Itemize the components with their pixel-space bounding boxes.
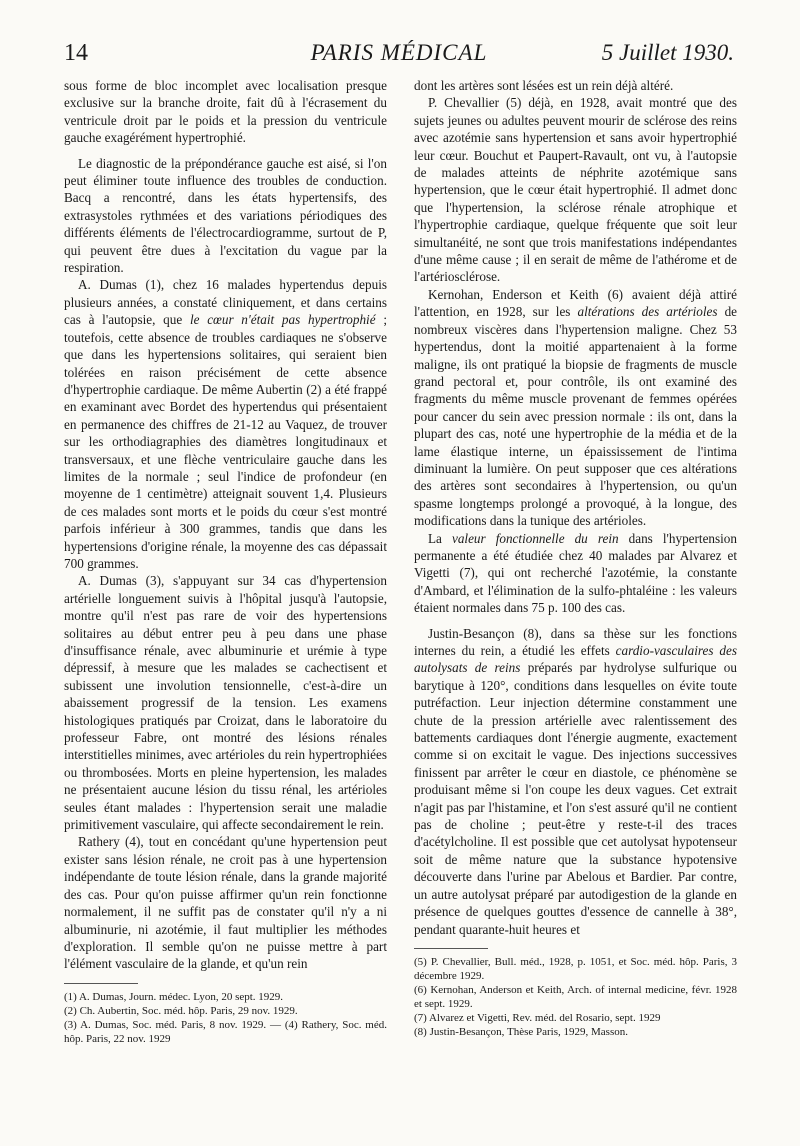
italic-emphasis: cardio-vasculaires des autolysats de reins [414,643,737,676]
paragraph: Rathery (4), tout en concédant qu'une hypertension peut exister sans lésion rénale, ne croit pas à une hypertension indépendante de toute lésion rénale, dans la grande majorité des cas. Pour qu'on puisse affirmer qu'un rein fonctionne normalement, il ne suffit pas de constater qu'il n'y a ni albuminurie, ni azotémie, il faut multiplier les méthodes d'exploration. Il semble qu'on ne puisse mettre à part l'élément vasculaire de la glande, et qu'un rein [64,834,387,972]
footnote-rule [64,983,138,984]
right-column [414,77,737,1039]
paragraph: La valeur fonctionnelle du rein dans l'hypertension permanente a été étudiée chez 40 malades par Alvarez et Vigetti (7), qui ont recherché l'azotémie, la constante d'Ambard, et l'élimination de la sulfo-phtaléine : les valeurs étaient normales dans 75 p. 100 des cas. [414,530,737,616]
paragraph: Kernohan, Enderson et Keith (6) avaient déjà attiré l'attention, en 1928, sur les altérations des artérioles de nombreux viscères dans l'hypertension maligne. Chez 53 hypertendus, dont la moitié appartenaient à la forme maligne, ils ont pratiqué la biopsie de fragments de muscle grand pectoral et, pour contrôle, ils ont examiné des fragments du même muscle provenant de femmes opérées pour cancer du sein avec pression normale : ils ont, dans la plupart des cas, noté une hypertrophie de la média et de la lame élastique interne, un épaississement de l'intima diminuant la lumière. On peut supposer que ces altérations des artères sont secondaires à l'hypertension, ou qu'un spasme longtemps prolongé a provoqué, à la longue, des modifications dans la tunique des artérioles. [414,286,738,529]
paragraph: Justin-Besançon (8), dans sa thèse sur les fonctions internes du rein, a étudié les effets cardio-vasculaires des autolysats de reins préparés par hydrolyse sulfurique ou barytique à 120°, conditions dans lesquelles on évite toute putréfaction. Leur injection détermine constamment une chute de la pression artérielle avec ralentissement des battements cardiaques dont l'énergie augmente, exactement comme si on excitait le vague. Des injections successives finissent par arrêter le cœur en diastole, ce phénomène se produisant même si l'on coupe les deux vagues. Cet extrait n'agit pas par l'histamine, et l'on s'est assuré qu'il ne contient pas de choline ; peut-être y reste-t-il des traces d'acétylcholine. Il est possible que cet autolysat hypotenseur soit de même nature que la substance hypotensive découverte dans l'urine par Abelous et Bardier. Par contre, un autre autolysat préparé par autodigestion de la glande en présence de quelques gouttes d'essence de cannelle à 38°, pendant quarante-huit heures et [414,625,737,937]
footnote-rule [414,948,488,949]
footnote: (8) Justin-Besançon, Thèse Paris, 1929, Masson. [414,1025,628,1038]
footnote: (1) A. Dumas, Journ. médec. Lyon, 20 sept. 1929. [64,990,284,1003]
paragraph: dont les artères sont lésées est un rein déjà altéré. [414,78,674,93]
paragraph: P. Chevallier (5) déjà, en 1928, avait montré que des sujets jeunes ou adultes peuvent mourir de sclérose des reins avec azotémie sans hypertension et sans avoir hypertrophié leur cœur. Bouchut et Paupert-Ravault, ont vu, à l'autopsie de malades atteints de néphrite azotémique sans hypertension, que le cœur était hypertrophié. Il admet donc que l'hypertension, la sclérose rénale atrophique et l'hypertrophie cardiaque, quelque fréquente que soit leur simultanéité, ne sont que trois manifestations indépendantes d'une même cause ; il en serait de même de l'athérome et de l'artériosclérose. [414,95,737,285]
footnotes [64,990,387,1046]
footnotes [414,955,737,1039]
paragraph: Le diagnostic de la prépondérance gauche est aisé, si l'on peut éliminer toute influence des troubles de conduction. Bacq a rencontré, dans les états hypertensifs, des extrasystoles rythmées et des variations périodiques des différents éléments de l'électrocardiogramme, surtout de P, qui peuvent être dues à l'excitation du vague par la respiration. [64,155,387,276]
footnote: (6) Kernohan, Anderson et Keith, Arch. of internal medicine, févr. 1928 et sept. 1929. [414,983,737,1010]
footnote: (7) Alvarez et Vigetti, Rev. méd. del Rosario, sept. 1929 [414,1011,661,1024]
footnote: (3) A. Dumas, Soc. méd. Paris, 8 nov. 1929. — (4) Rathery, Soc. méd. hôp. Paris, 22 nov. 1929 [64,1018,387,1045]
paragraph: A. Dumas (1), chez 16 malades hypertendus depuis plusieurs années, a constaté cliniquement, et dans certains cas à l'autopsie, que le cœur n'était pas hypertrophié ; toutefois, cette absence de troubles cardiaques ne s'observe que dans les hypertensions solitaires, qui seraient bien tolérées en raison précisément de cette absence d'hypertrophie cardiaque. De même Aubertin (2) a été frappé en examinant avec Bordet des hypertendus qui présentaient en permanence des chiffres de 21-12 au Vaquez, de trouver sur les orthodiagraphies des diamètres longitudinaux et transversaux, et une flèche ventriculaire gauche dans les limites de la normale ; seul l'indice de profondeur (en moyenne de 1 centimètre) atteignait souvent 1,4. Plusieurs de ces malades sont morts et le poids du cœur s'est montré parfois inférieur à 300 grammes, tandis que dans les hypertensions d'origine rénale, la moyenne des cas dépassait 700 grammes. [64,277,387,571]
paragraph: A. Dumas (3), s'appuyant sur 34 cas d'hypertension artérielle longuement suivis à l'hôpital jusqu'à l'autopsie, montre qu'il n'est pas rare de voir des hypertensions solitaires au début entrer peu à peu dans une phase d'insuffisance rénale, avec albuminurie et urémie à type dépressif, à mesure que les malades se cachectisent et subissent une involution tensionnelle, c'est-à-dire un abaissement progressif de la tension. Les examens histologiques pratiqués par Croizat, dans le laboratoire du professeur Fabre, ont montré des lésions rénales interstitielles minimes, avec artérioles du rein hypertrophiées ou thrombosées. Morts en pleine hypertension, les malades ne présentaient aucune lésion du tissu rénal, les artérioles seules étant malades : l'hypertension serait une maladie primitivement vasculaire, qui affecte secondairement le rein. [64,573,387,833]
footnote: (5) P. Chevallier, Bull. méd., 1928, p. 1051, et Soc. méd. hôp. Paris, 3 décembre 1929. [414,955,737,982]
italic-emphasis: valeur fonctionnelle du rein [451,530,619,546]
issue-date: 5 Juillet 1930. [601,40,734,65]
paragraph: sous forme de bloc incomplet avec localisation presque exclusive sur la branche droite, fait dû à l'écrasement du ventricule droit par le poids et la pression du ventricule gauche exagérément hypertrophié. [64,78,387,146]
running-header [64,40,734,70]
left-column [64,77,387,1046]
journal-title: PARIS MÉDICAL [310,40,488,65]
page-number: 14 [64,40,88,66]
footnote: (2) Ch. Aubertin, Soc. méd. hôp. Paris, 29 nov. 1929. [64,1004,298,1017]
italic-emphasis: le cœur n'était pas hypertrophié [189,312,376,328]
italic-emphasis: altérations des artérioles [577,304,718,320]
